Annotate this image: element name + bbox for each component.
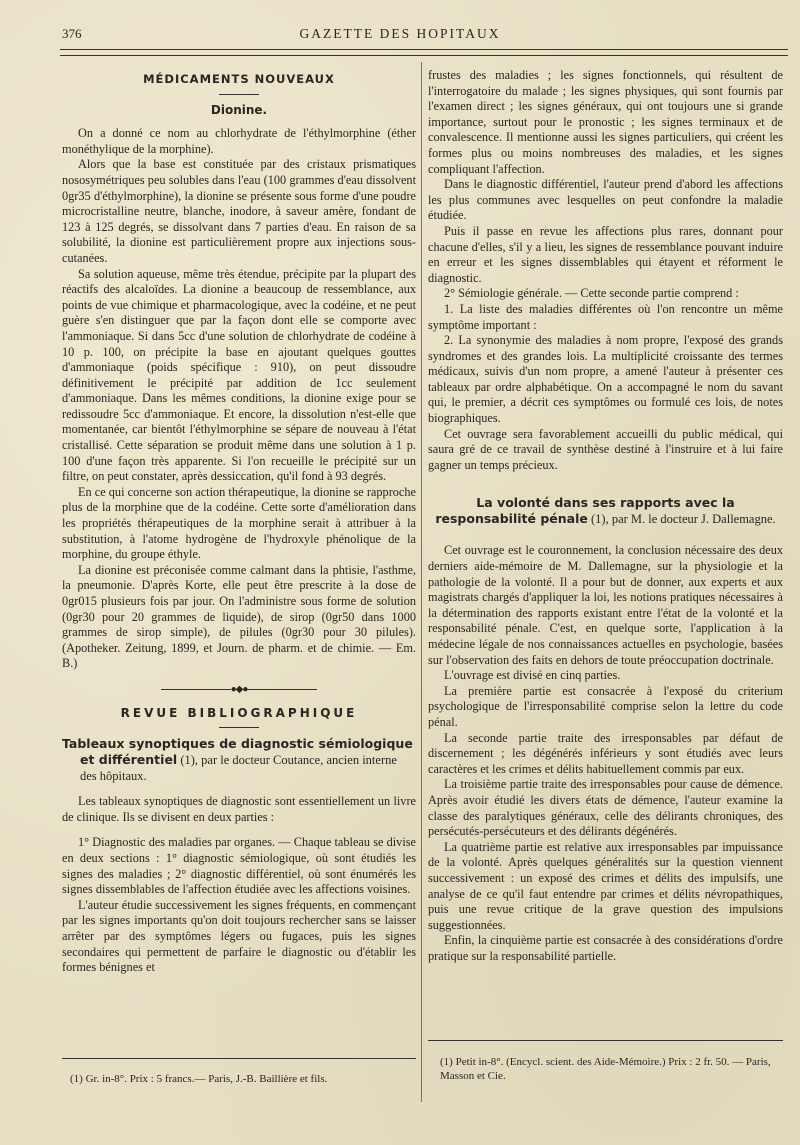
dionine-paragraph: On a donné ce nom au chlorhydrate de l'éthylmorphine (éther monéthylique de la morphine). [62,126,416,156]
review-paragraph: L'ouvrage est divisé en cinq parties. [444,668,621,683]
column-divider [421,62,422,1102]
section-ornament: ●◆● [62,682,416,698]
dionine-paragraph: La dionine est préconisée comme calmant dans la phtisie, l'asthme, la pneumonie. D'après Korte, elle peut être prescrite à la dose de 0gr015 plusieurs fois par jour. On l'administre sous forme de solution (0gr30 pour 20 grammes de liquide), de sirop (0gr50 dans 1000 grammes de sirop simple), de pilules (0gr30 pour 30 pilules). (Apotheker. Zeitung, 1899, et Journ. de pharm. et de chimie. — Em. B.) [62,562,416,671]
header-rule [60,49,788,56]
review-paragraph: frustes des maladies ; les signes fonctionnels, qui résultent de l'interrogatoire du malade ; les signes physiques, qui sont fournis par l'examen direct ; les signes généraux, qui ont toujours une si grande importance, surtout pour le pronostic ; les signes terminaux et de convalescence. Il mentionne aussi les signes particuliers, qui créent les formes plus ou moins nombreuses des maladies, et les signes compliquant l'affection. [428,68,783,176]
book-title-bold: Tableaux synoptiques de diagnostic sémiologique et différentiel [62,736,413,768]
running-head [0,26,800,44]
section-title-revue: REVUE BIBLIOGRAPHIQUE [120,705,358,720]
page-number: 376 [62,26,82,41]
footnote-rule [428,1040,783,1041]
right-column [428,68,783,964]
dionine-subhead: Dionine. [210,102,268,117]
book-title-tableaux [62,736,416,784]
review-paragraph: 2. La synonymie des maladies à nom propre, l'exposé des grands syndromes et des grandes lois. La multiplicité croissante des termes médicaux, suivis d'un nom propre, a amené l'auteur à présenter ces tableaux par ordre alphabétique. On a accompagné le nom du savant qui, le premier, a décrit ces symptômes ou formulé ces lois, de notes biographiques. [428,333,783,426]
book-title-author: (1), par M. le docteur J. Dallemagne. [587,512,776,527]
dionine-paragraph: Sa solution aqueuse, même très étendue, précipite par la plupart des réactifs des alcaloïdes. La dionine a beaucoup de ressemblance, aux points de vue chimique et pharmacologique, avec la codéine, et ne peut guère s'en distinguer que par la façon dont elle se comporte avec l'ammoniaque. Si dans 5cc d'une solution de chlorhydrate de codéine à 10 p. 100, on précipite la base en ajoutant quelques gouttes d'ammoniaque (poids spécifique : 910), on peut dissoudre définitivement le précipité par addition de 1cc seulement d'ammoniaque. Dans les mêmes conditions, la dionine exige pour se redissoudre 5cc d'ammoniaque. Et encore, la dissolution n'est-elle que momentanée, car bientôt l'éthylmorphine se sépare de nouveau à l'état cristallisé. Cette séparation se produit même dans une solution à 1 p. 100 d'une façon très apparente. Si l'on recueille le précipité sur un filtre, on peut constater, après dessiccation, qu'il fond à 93 degrés. [62,266,416,484]
book-title-author: (1), par le docteur Coutance, ancien interne des hôpitaux. [80,753,397,784]
review-paragraph: 1° Diagnostic des maladies par organes. — Chaque tableau se divise en deux sections : 1° diagnostic sémiologique, où sont étudiés les signes des maladies ; 2° diagnostic différentiel, où sont énumérés les signes dissemblables de l'affection étudiée avec les affections voisines. [62,835,416,897]
book-title-bold: La volonté dans ses rapports avec la responsabilité pénale [435,495,735,527]
dionine-paragraph: En ce qui concerne son action thérapeutique, la dionine se rapproche plus de la morphine que de la codéine. Cette sorte d'amélioration dans les propriétés thérapeutiques de la morphine serait à attribuer à la substitution, à l'atome hydrogène de l'hydroxyle phénolique de la morphine, du groupe éthyle. [62,484,416,562]
footnote-left: (1) Gr. in-8°. Prix : 5 francs.— Paris, J.-B. Baillière et fils. [70,1073,328,1085]
footnote-rule [62,1058,416,1059]
review-paragraph: Les tableaux synoptiques de diagnostic sont essentiellement un livre de clinique. Ils se divisent en deux parties : [62,794,416,824]
review-paragraph: Enfin, la cinquième partie est consacrée à des considérations d'ordre pratique sur la responsabilité partielle. [428,933,783,963]
review-paragraph: La première partie est consacrée à l'exposé du criterium psychologique de l'irresponsabilité comprise selon la lettre du code pénal. [428,683,783,729]
left-column [62,68,416,976]
section-rule [219,94,259,95]
book-title-volonte [428,495,783,527]
review-paragraph: L'auteur étudie successivement les signes fréquents, en commençant par les signes importants qu'on doit toujours rechercher sans se laisser arrêter par des symptômes légers ou fugaces, puis les signes secondaires qui permettent de parfaire le diagnostic ou d'établir les formes bénignes et [62,897,416,975]
review-paragraph: Puis il passe en revue les affections plus rares, donnant pour chacune d'elles, s'il y a lieu, les signes de ressemblance pouvant induire en erreur et les signes dissemblables qui étayent et réforment le diagnostic. [428,223,783,285]
review-paragraph: La quatrième partie est relative aux irresponsables par impuissance de la volonté. Après quelques généralités sur la question viennent successivement : un exposé des crimes et délits des impulsifs, une analyse de ce qu'il faut entendre par crimes et délits névropathiques, puis une revue critique de la grave question des impulsions suggestionnées. [428,839,783,932]
journal-title: GAZETTE DES HOPITAUX [299,26,501,41]
review-paragraph: Dans le diagnostic différentiel, l'auteur prend d'abord les affections les plus communes avec lesquelles on peut confondre la maladie étudiée. [428,177,783,223]
review-paragraph: 1. La liste des maladies différentes où l'on rencontre un même symptôme important : [428,301,783,332]
section-title-medicaments: MÉDICAMENTS NOUVEAUX [143,72,335,86]
review-paragraph: La seconde partie traite des irresponsables par défaut de discernement ; les dégénérés inférieurs y sont étudiés avec leurs caractères et les crimes et délits habituellement commis par eux. [428,730,783,776]
review-paragraph: La troisième partie traite des irresponsables pour cause de démence. Après avoir étudié les divers états de démence, l'auteur examine la classe des paralytiques généraux, celle des délirants chroniques, des persécutés-persécuteurs et des délirants dégénérés. [428,777,783,839]
review-paragraph: Cet ouvrage est le couronnement, la conclusion nécessaire des deux derniers aide-mémoire de M. Dallemagne, sur la physiologie et la pathologie de la volonté. Il a pour but de donner, aux experts et aux magistrats chargés d'appliquer la loi, les notions pratiques nécessaires à la détermination des rapports existant entre l'état de la volonté et la responsabilité pénale. C'est, en quelque sorte, l'application à la médecine légale de nos connaissances actuelles en psychologie, basées sur l'observation des faits en dehors de toute préoccupation doctrinale. [428,543,783,667]
section-rule [219,727,259,728]
dionine-paragraph: Alors que la base est constituée par des cristaux prismatiques nososymétriques peu solubles dans l'eau (100 grammes d'eau dissolvent 0gr35 d'éthylmorphine), la dionine se présente sous forme d'une poudre microcristalline neutre, blanche, inodore, à saveur amère, fondant de 123 à 125 degrés, se dissolvant dans 7 parties d'eau. En raison de sa solubilité, la dionine est particulièrement propre aux injections sous-cutanées. [62,157,416,265]
footnote-right: (1) Petit in-8°. (Encycl. scient. des Aide-Mémoire.) Prix : 2 fr. 50. — Paris, Masson et Cie. [440,1056,771,1082]
review-paragraph: 2° Sémiologie générale. — Cette seconde partie comprend : [444,286,739,301]
review-paragraph: Cet ouvrage sera favorablement accueilli du public médical, qui saura gré de ce travail de synthèse destiné à l'instruire et à lui faire gagner un temps précieux. [428,426,783,472]
